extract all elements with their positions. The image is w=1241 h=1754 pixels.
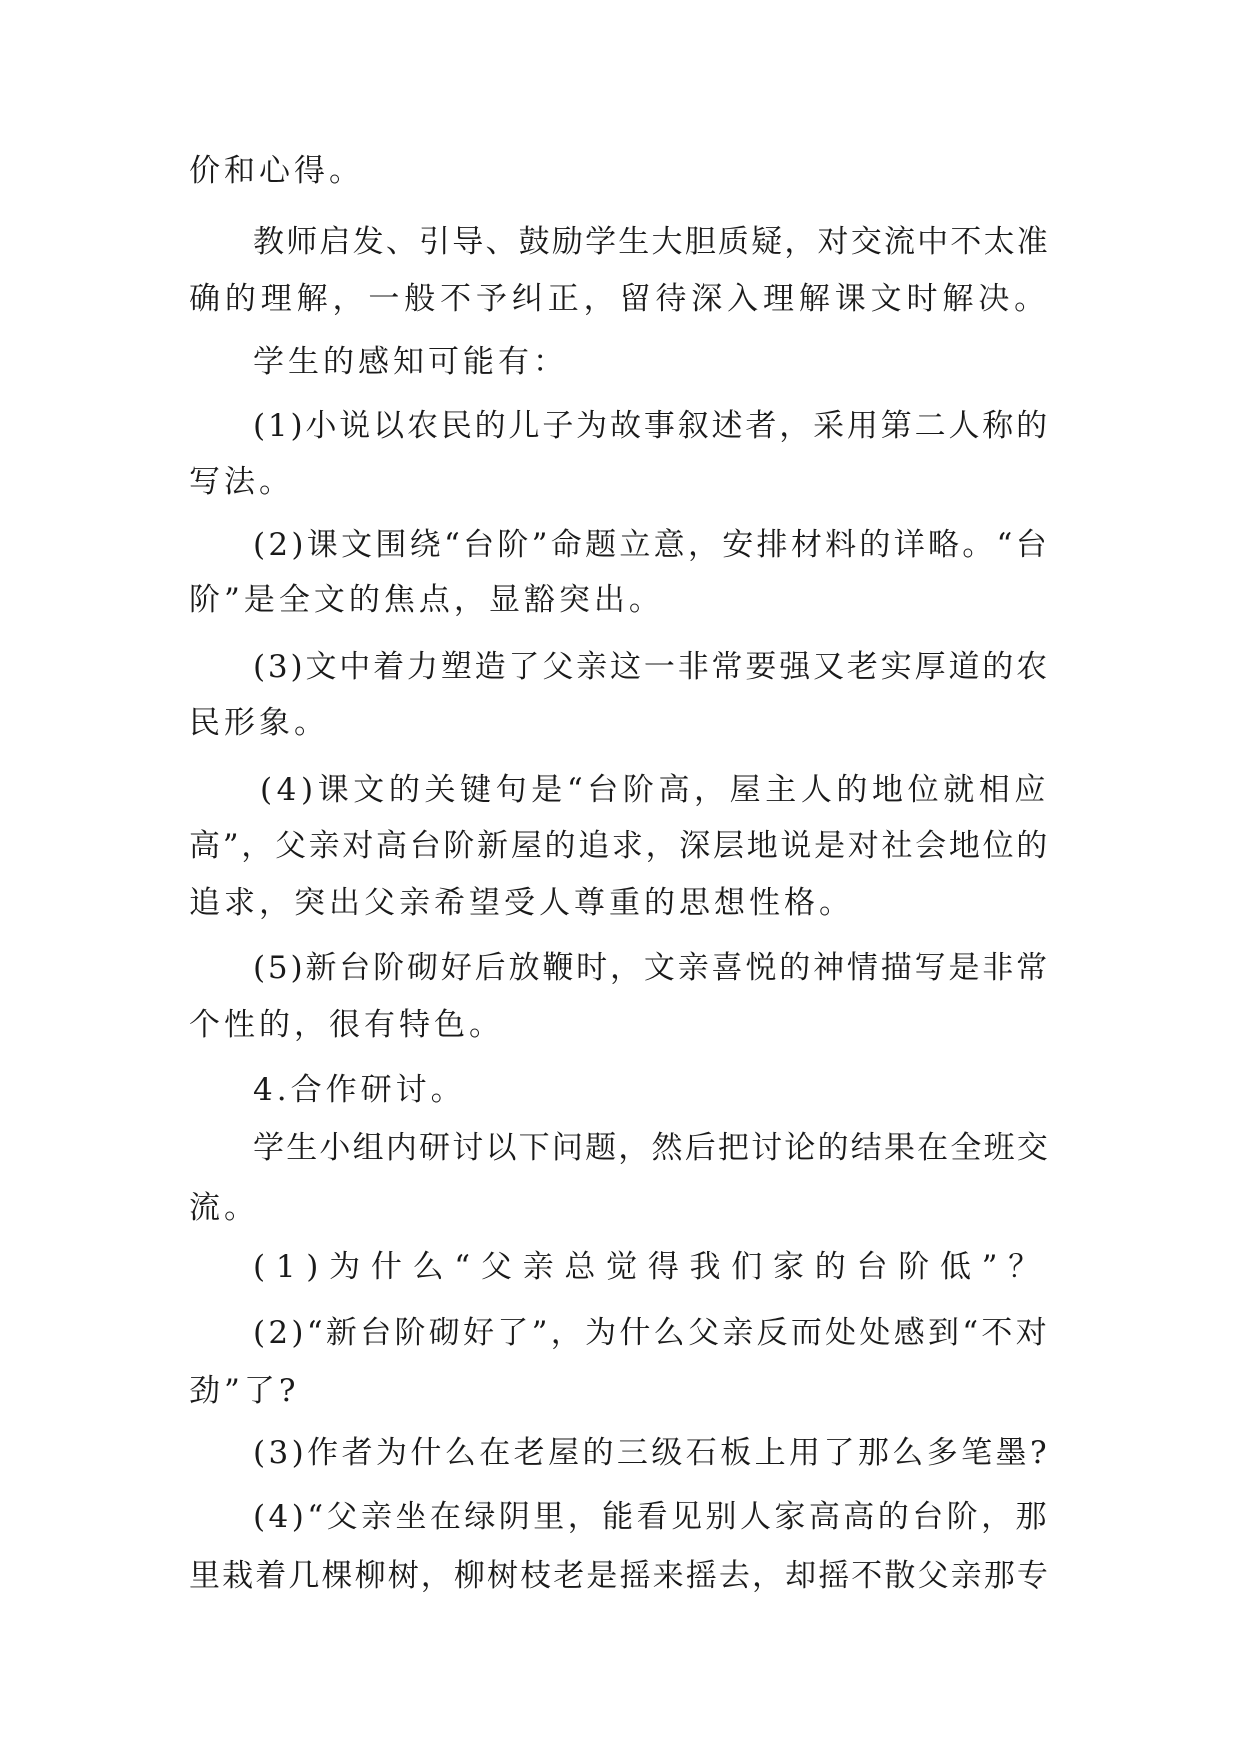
text-line: 里栽着几棵柳树，柳树枝老是摇来摇去，却摇不散父亲那专 [189, 1558, 1050, 1594]
text-line: (2)课文围绕“台阶”命题立意，安排材料的详略。“台 [253, 527, 1050, 563]
text-line: 劲”了? [189, 1373, 300, 1409]
text-line: (1)为什么“父亲总觉得我们家的台阶低”？ [253, 1249, 1050, 1285]
text-line: (4)课文的关键句是“台阶高，屋主人的地位就相应 [260, 772, 1050, 808]
text-line: 确的理解，一般不予纠正，留待深入理解课文时解决。 [189, 281, 1050, 317]
text-line: 价和心得。 [189, 153, 364, 189]
text-line: (5)新台阶砌好后放鞭时，文亲喜悦的神情描写是非常 [253, 950, 1050, 986]
text-line: (1)小说以农民的儿子为故事叙述者，采用第二人称的 [253, 408, 1050, 444]
text-line: 个性的，很有特色。 [189, 1007, 504, 1043]
text-line: (4)“父亲坐在绿阴里，能看见别人家高高的台阶，那 [253, 1499, 1050, 1535]
text-line: 民形象。 [189, 705, 329, 741]
text-line: 追求，突出父亲希望受人尊重的思想性格。 [189, 885, 854, 921]
text-line: 4.合作研讨。 [253, 1072, 466, 1108]
text-line: (3)作者为什么在老屋的三级石板上用了那么多笔墨? [253, 1435, 1050, 1471]
text-line: 阶”是全文的焦点，显豁突出。 [189, 582, 664, 618]
text-line: (3)文中着力塑造了父亲这一非常要强又老实厚道的农 [253, 649, 1050, 685]
text-line: 写法。 [189, 464, 294, 500]
text-line: 高”，父亲对高台阶新屋的追求，深层地说是对社会地位的 [189, 828, 1050, 864]
text-line: 教师启发、引导、鼓励学生大胆质疑，对交流中不太准 [253, 224, 1050, 260]
text-line: 流。 [189, 1190, 259, 1226]
text-line: 学生小组内研讨以下问题，然后把讨论的结果在全班交 [253, 1130, 1050, 1166]
text-line: 学生的感知可能有： [253, 344, 568, 380]
text-line: (2)“新台阶砌好了”，为什么父亲反而处处感到“不对 [253, 1315, 1050, 1351]
